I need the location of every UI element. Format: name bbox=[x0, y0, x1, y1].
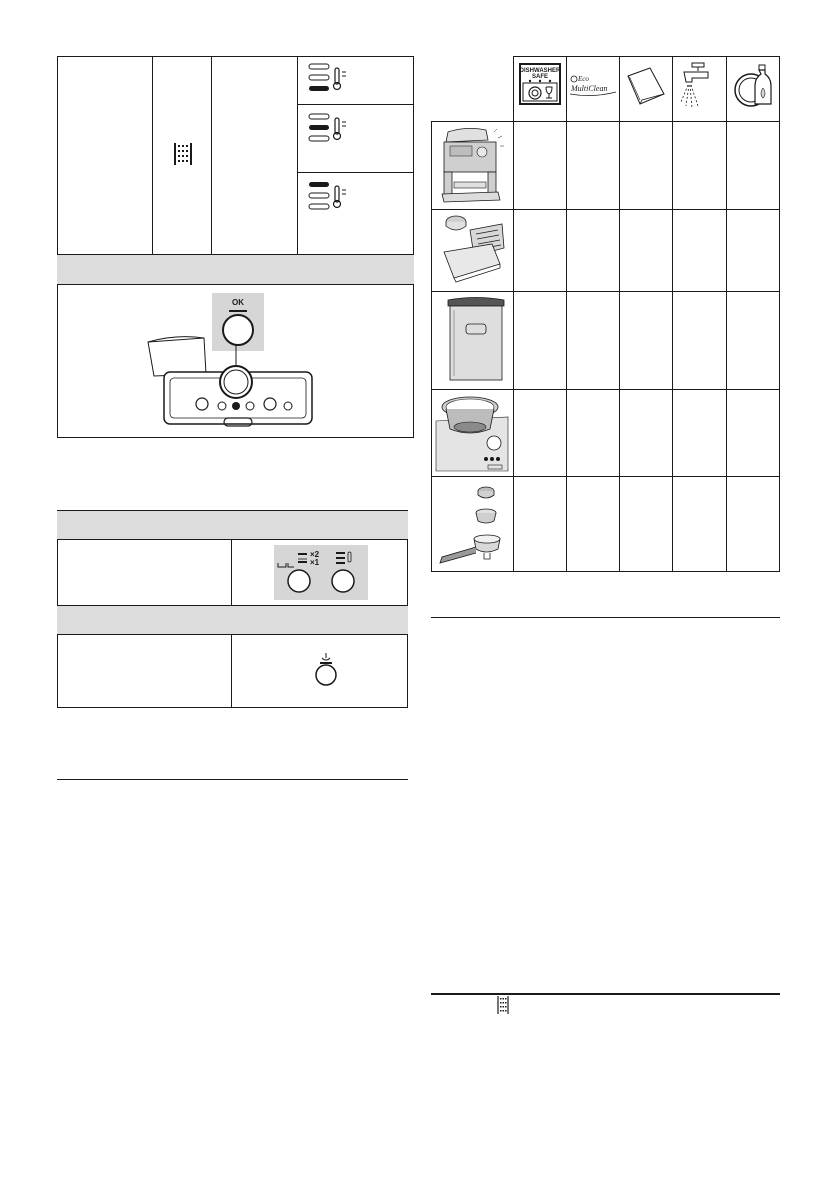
dose-x1-label: ×1 bbox=[310, 558, 320, 567]
footnote-rule bbox=[431, 993, 780, 995]
dishwasher-label-2: SAFE bbox=[531, 74, 549, 80]
coffee-machine-illustration bbox=[436, 126, 508, 204]
bean-hopper-illustration bbox=[434, 393, 510, 473]
coffee-grounds-icon bbox=[497, 996, 509, 1014]
table-header-band bbox=[57, 254, 414, 285]
dose-buttons-panel bbox=[274, 545, 368, 600]
cloth-icon bbox=[624, 66, 668, 106]
dishwasher-safe-icon bbox=[518, 62, 562, 106]
tap-water-icon bbox=[678, 60, 720, 110]
section-divider-right bbox=[431, 617, 780, 618]
temperature-medium-icon bbox=[308, 112, 356, 146]
eco-multiclean-icon bbox=[568, 72, 618, 98]
portafilter-illustration bbox=[436, 481, 510, 567]
eco-label-1: Eco bbox=[578, 75, 589, 83]
drip-tray-illustration bbox=[440, 212, 508, 286]
temperature-high-icon bbox=[308, 180, 356, 214]
detergent-icon bbox=[731, 62, 775, 108]
water-tank-illustration bbox=[446, 296, 506, 384]
dishwasher-label-1: DISHWASHER bbox=[519, 68, 561, 74]
dose-x2-label: ×2 bbox=[310, 550, 320, 559]
section-divider-left bbox=[57, 779, 408, 780]
ok-label: OK bbox=[232, 298, 244, 307]
eco-label-2: MultiClean bbox=[571, 84, 608, 93]
control-panel-illustration bbox=[140, 290, 340, 434]
temperature-low-icon bbox=[308, 62, 356, 96]
steam-button-icon bbox=[313, 652, 339, 686]
buttons-table-band-1 bbox=[57, 510, 408, 540]
buttons-table-band-2 bbox=[57, 605, 408, 635]
coffee-grounds-icon bbox=[174, 142, 192, 166]
